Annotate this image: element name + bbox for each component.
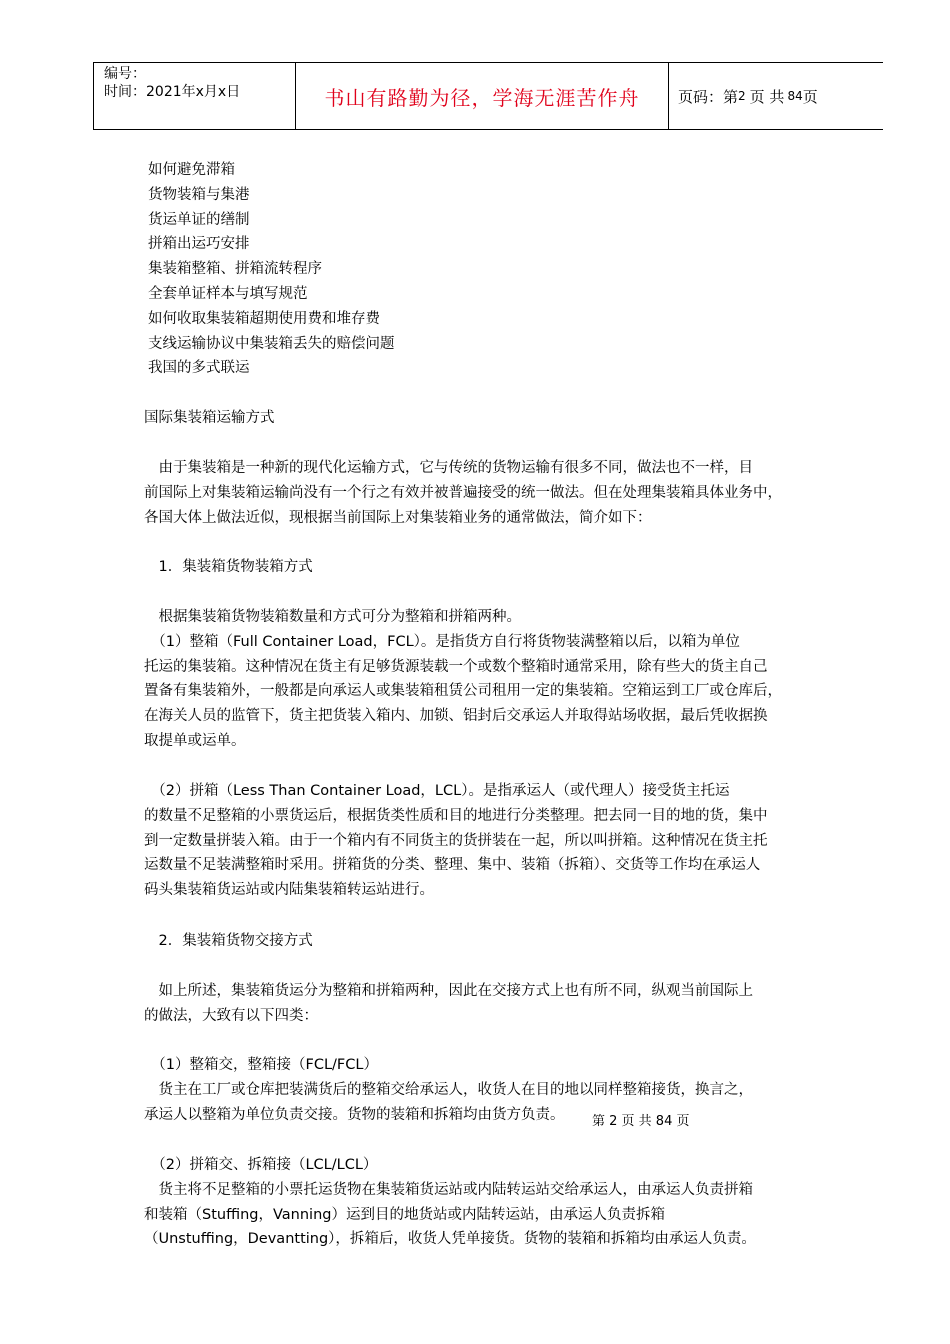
paragraph-line: 置备有集装箱外，一般都是向承运人或集装箱租赁公司租用一定的集装箱。空箱运到工厂或仓库后，: [144, 683, 782, 700]
list-item: 支线运输协议中集装箱丢失的赔偿问题: [148, 335, 395, 352]
intro-paragraph: [144, 456, 844, 530]
paragraph-line: 根据集装箱货物装箱数量和方式可分为整箱和拼箱两种。: [144, 609, 521, 625]
paragraph-line: 到一定数量拼装入箱。由于一个箱内有不同货主的货拼装在一起，所以叫拼箱。这种情况在货主托: [144, 832, 768, 849]
list-item: 拼箱出运巧安排: [148, 236, 250, 253]
list-item: 全套单证样本与填写规范: [148, 285, 308, 302]
header-meta: [104, 65, 240, 101]
paragraph-line: 前国际上对集装箱运输尚没有一个行之有效并被普遍接受的统一做法。但在处理集装箱具体业务中，: [144, 484, 782, 501]
header-page-number: [678, 63, 818, 129]
page-suffix: 页: [802, 87, 818, 106]
paragraph-lcl-lcl: [144, 1153, 844, 1252]
list-item: 如何收取集装箱超期使用费和堆存费: [148, 310, 380, 327]
paragraph-line: 运数量不足装满整箱时采用。拼箱货的分类、整理、集中、装箱（拆箱）、交货等工作均在承运人: [144, 857, 761, 874]
list-item: 如何避免滞箱: [148, 162, 235, 178]
paragraph-fcl: [144, 605, 844, 754]
paragraph-line: 的做法，大致有以下四类：: [144, 1007, 318, 1024]
list-item: 货物装箱与集港: [148, 186, 250, 203]
number-label: 编号：: [104, 66, 146, 82]
heading-text: 1．集装箱货物装箱方式: [144, 559, 313, 575]
paragraph-line: 如上所述，集装箱货运分为整箱和拼箱两种，因此在交接方式上也有所不同，纵观当前国际上: [144, 983, 753, 999]
heading-text: 2．集装箱货物交接方式: [144, 933, 313, 949]
time-label: 时间：2021年x月x日: [104, 84, 241, 100]
paragraph-line: 和装箱（Stuffing，Vanning）运到目的地货站或内陆转运站，由承运人负责拆箱: [144, 1206, 665, 1223]
page-mid: 页 共: [749, 87, 785, 106]
paragraph-line: 在海关人员的监管下，货主把货装入箱内、加锁、铝封后交承运人并取得站场收据，最后凭收据换: [144, 708, 768, 725]
paragraph-line: 码头集装箱货运站或内陆集装箱转运站进行。: [144, 882, 434, 899]
paragraph-line: （1）整箱交，整箱接（FCL/FCL）: [144, 1057, 378, 1073]
section-title-text: 国际集装箱运输方式: [144, 410, 275, 426]
header-table: [93, 62, 883, 130]
paragraph-line: 取提单或运单。: [144, 732, 246, 749]
paragraph-line: 由于集装箱是一种新的现代化运输方式，它与传统的货物运输有很多不同，做法也不一样，目: [144, 460, 753, 476]
paragraph-handover: [144, 979, 844, 1029]
paragraph-line: 货主在工厂或仓库把装满货后的整箱交给承运人，收货人在目的地以同样整箱接货，换言之，: [144, 1081, 753, 1098]
heading-2: [144, 929, 844, 954]
topic-list: [148, 158, 395, 381]
paragraph-line: 承运人以整箱为单位负责交接。货物的装箱和拆箱均由货方负责。: [144, 1106, 565, 1123]
list-item: 集装箱整箱、拼箱流转程序: [148, 261, 322, 278]
paragraph-line: 各国大体上做法近似，现根据当前国际上对集装箱业务的通常做法，简介如下：: [144, 509, 652, 526]
paragraph-line: （1）整箱（Full Container Load，FCL）。是指货方自行将货物装满整箱以后，以箱为单位: [144, 633, 740, 650]
paragraph-fcl-fcl: [144, 1053, 844, 1127]
page-current: 2: [738, 89, 746, 103]
paragraph-line: 货主将不足整箱的小票托运货物在集装箱货运站或内陆转运站交给承运人，由承运人负责拼箱: [144, 1181, 753, 1198]
page-total: 84: [787, 89, 803, 103]
paragraph-line: （2）拼箱交、拆箱接（LCL/LCL）: [144, 1157, 378, 1173]
paragraph-line: （Unstuffing，Devantting），拆箱后，收货人凭单接货。货物的装箱和拆箱均由承运人负责。: [144, 1231, 756, 1248]
header-divider: [668, 63, 669, 129]
page-footer: 第 2 页 共 84 页: [592, 1114, 690, 1129]
heading-1: [144, 555, 844, 580]
section-title: [144, 406, 844, 431]
page-prefix: 页码：第: [678, 87, 739, 106]
paragraph-lcl: [144, 779, 844, 903]
list-item: 货运单证的缮制: [148, 211, 250, 228]
paragraph-line: （2）拼箱（Less Than Container Load，LCL）。是指承运人（或代理人）接受货主托运: [144, 783, 730, 799]
paragraph-line: 托运的集装箱。这种情况在货主有足够货源装载一个或数个整箱时通常采用，除有些大的货主自己: [144, 658, 768, 675]
paragraph-line: 的数量不足整箱的小票货运后，根据货类性质和目的地进行分类整理。把去同一目的地的货，集中: [144, 807, 768, 824]
list-item: 我国的多式联运: [148, 360, 250, 377]
header-motto: 书山有路勤为径，学海无涯苦作舟: [324, 85, 640, 110]
